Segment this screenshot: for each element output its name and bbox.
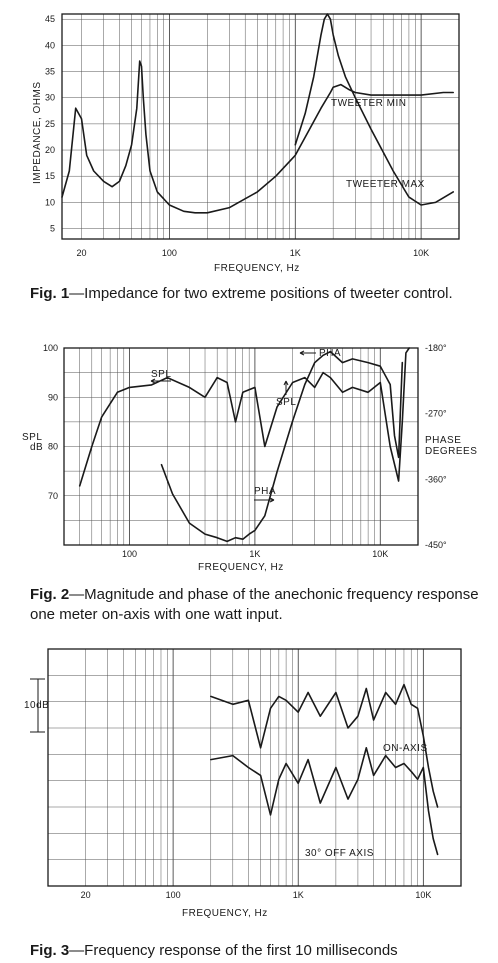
time-gated-response-chart: [0, 635, 498, 925]
y-right-tick-label: -360°: [425, 474, 447, 485]
chart-curves: [80, 348, 410, 541]
y-tick-label: 30: [44, 92, 55, 103]
arrow-right-icon: [254, 498, 274, 502]
x-axis-label: FREQUENCY, Hz: [214, 263, 300, 274]
figure-2-caption: [30, 585, 488, 625]
y-tick-label: 5: [49, 223, 55, 234]
y-tick-label: 25: [44, 118, 55, 129]
chart-frame: [48, 649, 461, 886]
pha-label-bottom: PHA: [254, 486, 277, 497]
y-tick-label: 40: [44, 40, 55, 51]
y-axis-label-line2: dB: [30, 442, 44, 453]
x-tick-label: 100: [122, 549, 138, 559]
y-right-axis-label-line2: DEGREES: [425, 446, 478, 457]
caption-text: —Magnitude and phase of the anechonic frequency response one meter on-axis with one watt input.: [30, 586, 479, 623]
tweeter-min-label: TWEETER MIN: [331, 98, 407, 109]
figure-1-caption: [30, 284, 488, 304]
y-right-tick-label: -180°: [425, 343, 447, 353]
x-tick-label: 10K: [415, 890, 432, 900]
x-tick-label: 1K: [289, 248, 301, 258]
spl-phase-chart: [0, 335, 498, 580]
caption-figure-number: Fig. 3: [30, 942, 70, 959]
figure-2: [0, 335, 498, 635]
y-tick-label: 70: [47, 490, 58, 501]
impedance-chart: [0, 0, 498, 285]
chart-frame: [62, 14, 459, 239]
x-tick-label: 10K: [372, 549, 389, 559]
spl-label-mid: SPL: [276, 397, 297, 408]
chart-grid: [48, 649, 461, 886]
x-tick-label: 1K: [292, 890, 304, 900]
chart-curves: [211, 685, 438, 855]
y-tick-label: 90: [47, 392, 58, 403]
x-tick-label: 100: [161, 248, 177, 258]
figure-3: [0, 635, 498, 963]
caption-figure-number: Fig. 1: [30, 285, 70, 302]
pha-label-top: PHA: [319, 348, 342, 359]
on-axis-label: ON-AXIS: [383, 743, 428, 754]
chart-grid: [62, 14, 459, 239]
figure-3-caption: [30, 941, 488, 961]
x-tick-label: 20: [80, 890, 91, 900]
y-right-tick-label: -270°: [425, 408, 447, 419]
y-axis-label-line1: SPL: [22, 432, 43, 443]
figure-1: [0, 0, 498, 335]
y-tick-label: 15: [44, 171, 55, 182]
caption-text: —Frequency response of the first 10 milliseconds: [69, 942, 398, 959]
arrow-left-icon: [300, 351, 316, 355]
y-tick-label: 20: [44, 145, 55, 156]
x-tick-label: 10K: [413, 248, 430, 258]
y-right-tick-label: -450°: [425, 540, 447, 550]
off-axis-label: 30° OFF AXIS: [305, 848, 374, 859]
x-tick-label: 20: [76, 248, 87, 258]
series-spl: [80, 348, 410, 486]
caption-text: —Impedance for two extreme positions of tweeter control.: [69, 285, 453, 302]
scale-bar-label: 10dB: [24, 700, 50, 711]
x-tick-label: 100: [165, 890, 181, 900]
x-tick-label: 1K: [249, 549, 261, 559]
spl-label-left: SPL: [151, 369, 172, 380]
series-off-axis: [211, 748, 438, 855]
y-tick-label: 10: [44, 197, 55, 208]
y-tick-labels: [45, 14, 55, 233]
chart-grid: [64, 348, 418, 545]
x-axis-label: FREQUENCY, Hz: [182, 908, 268, 919]
y-tick-label: 45: [44, 14, 55, 25]
tweeter-max-label: TWEETER MAX: [346, 179, 425, 190]
y-axis-label: IMPEDANCE, OHMS: [32, 81, 43, 184]
y-tick-label: 35: [44, 66, 55, 77]
y-tick-labels: [43, 343, 58, 501]
y-tick-label: 100: [42, 343, 58, 353]
caption-figure-number: Fig. 2: [30, 586, 70, 603]
arrow-up-icon: [284, 381, 288, 395]
x-tick-labels: [76, 248, 429, 258]
x-tick-labels: [122, 549, 388, 559]
x-axis-label: FREQUENCY, Hz: [198, 562, 284, 573]
x-tick-labels: [81, 890, 432, 900]
y-right-axis-label-line1: PHASE: [425, 435, 462, 446]
y-tick-label: 80: [47, 441, 58, 452]
